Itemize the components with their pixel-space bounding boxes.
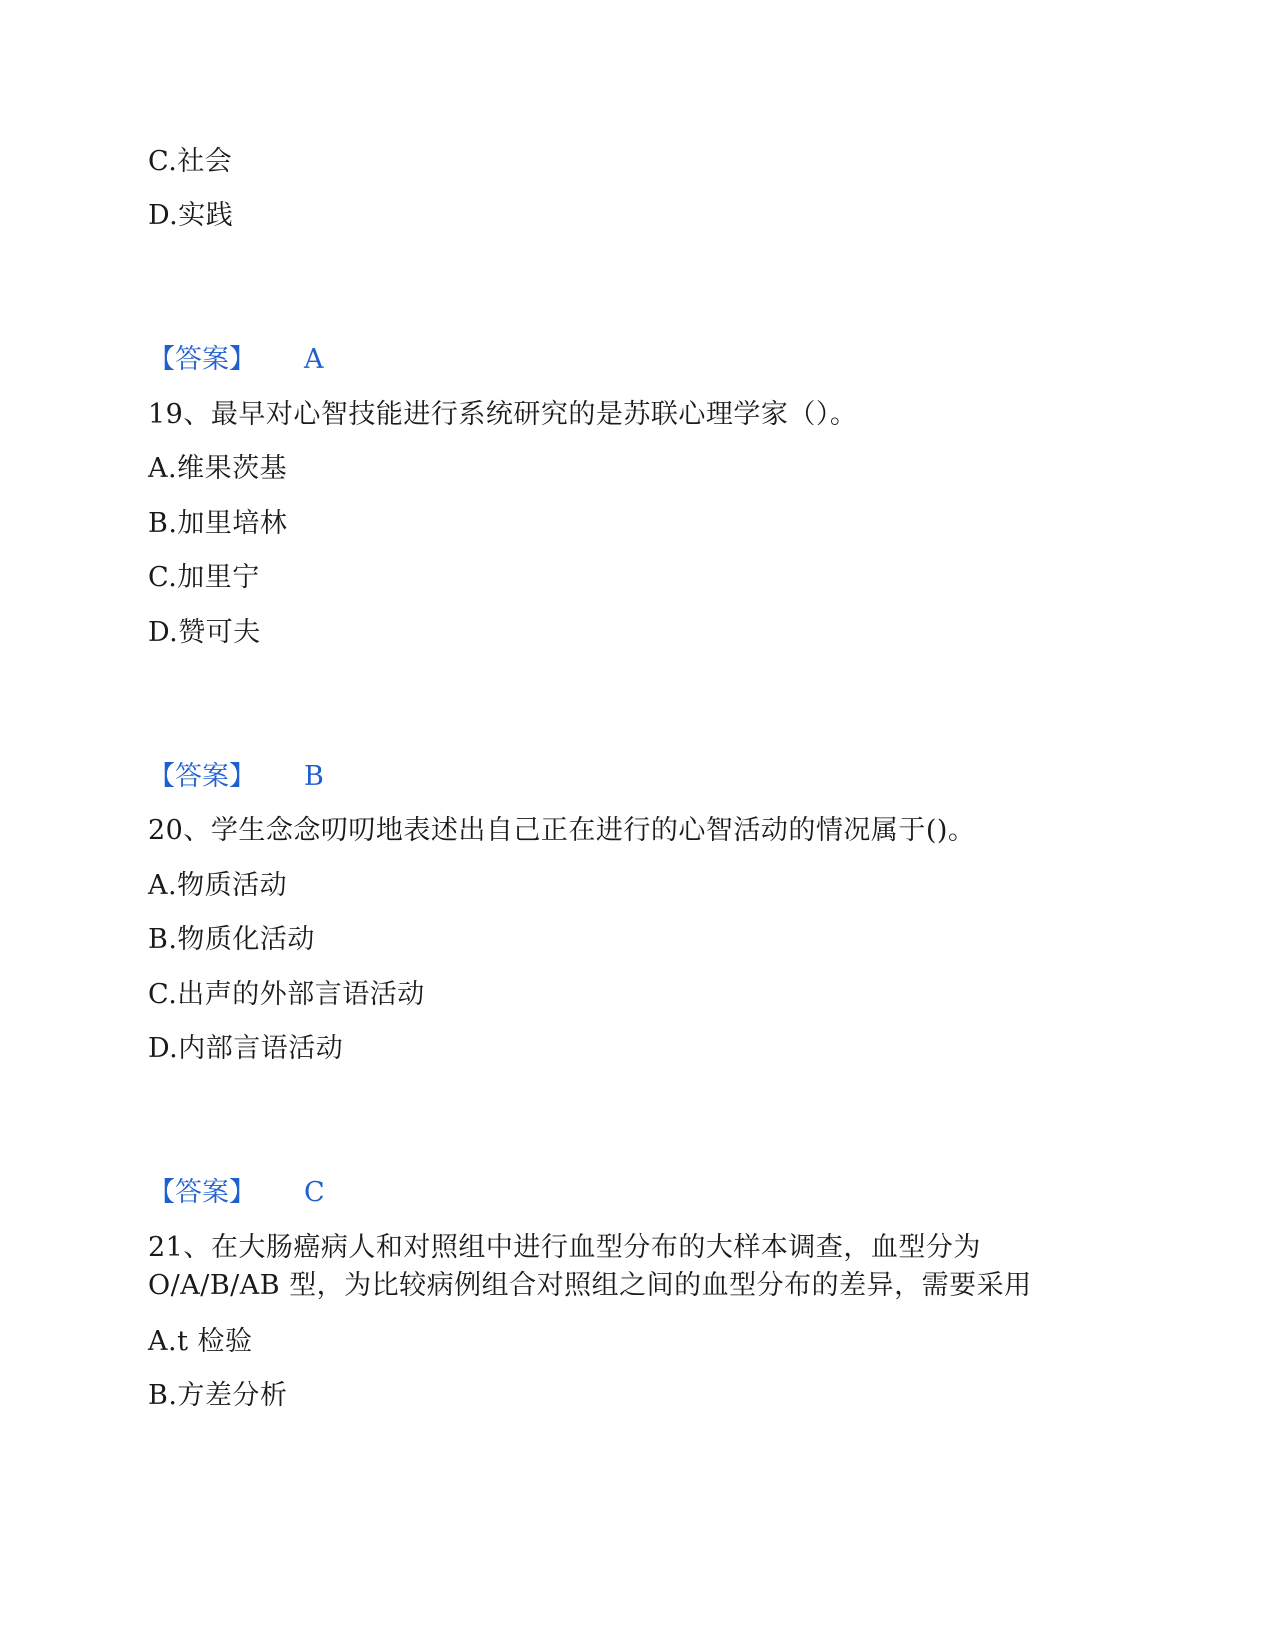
q18-option-d: D.实践 xyxy=(148,200,234,231)
q19-option-c: C.加里宁 xyxy=(148,562,260,593)
q20-option-c: C.出声的外部言语活动 xyxy=(148,979,425,1010)
q19-option-b: B.加里培林 xyxy=(148,508,288,539)
answer-value: B xyxy=(304,761,324,792)
answer-label: 【答案】 xyxy=(148,344,256,375)
q18-option-c: C.社会 xyxy=(148,146,233,177)
q19-answer xyxy=(148,759,324,795)
answer-label: 【答案】 xyxy=(148,1177,256,1208)
q21-question-line2: O/A/B/AB 型，为比较病例组合对照组之间的血型分布的差异，需要采用 xyxy=(148,1270,1032,1301)
q18-answer xyxy=(148,342,324,378)
q21-option-a: A.t 检验 xyxy=(148,1326,253,1357)
q21-option-b: B.方差分析 xyxy=(148,1380,288,1411)
q21-question-line1: 21、在大肠癌病人和对照组中进行血型分布的大样本调查，血型分为 xyxy=(148,1232,981,1263)
answer-label: 【答案】 xyxy=(148,761,256,792)
answer-value: C xyxy=(304,1177,325,1208)
q19-question: 19、最早对心智技能进行系统研究的是苏联心理学家（）。 xyxy=(148,399,858,430)
q19-option-a: A.维果茨基 xyxy=(148,453,288,484)
q19-option-d: D.赞可夫 xyxy=(148,617,261,648)
q20-option-a: A.物质活动 xyxy=(148,870,288,901)
q20-question: 20、学生念念叨叨地表述出自己正在进行的心智活动的情况属于()。 xyxy=(148,815,976,846)
q20-option-b: B.物质化活动 xyxy=(148,924,315,955)
q20-answer xyxy=(148,1175,325,1211)
q20-option-d: D.内部言语活动 xyxy=(148,1033,344,1064)
answer-value: A xyxy=(304,344,324,375)
